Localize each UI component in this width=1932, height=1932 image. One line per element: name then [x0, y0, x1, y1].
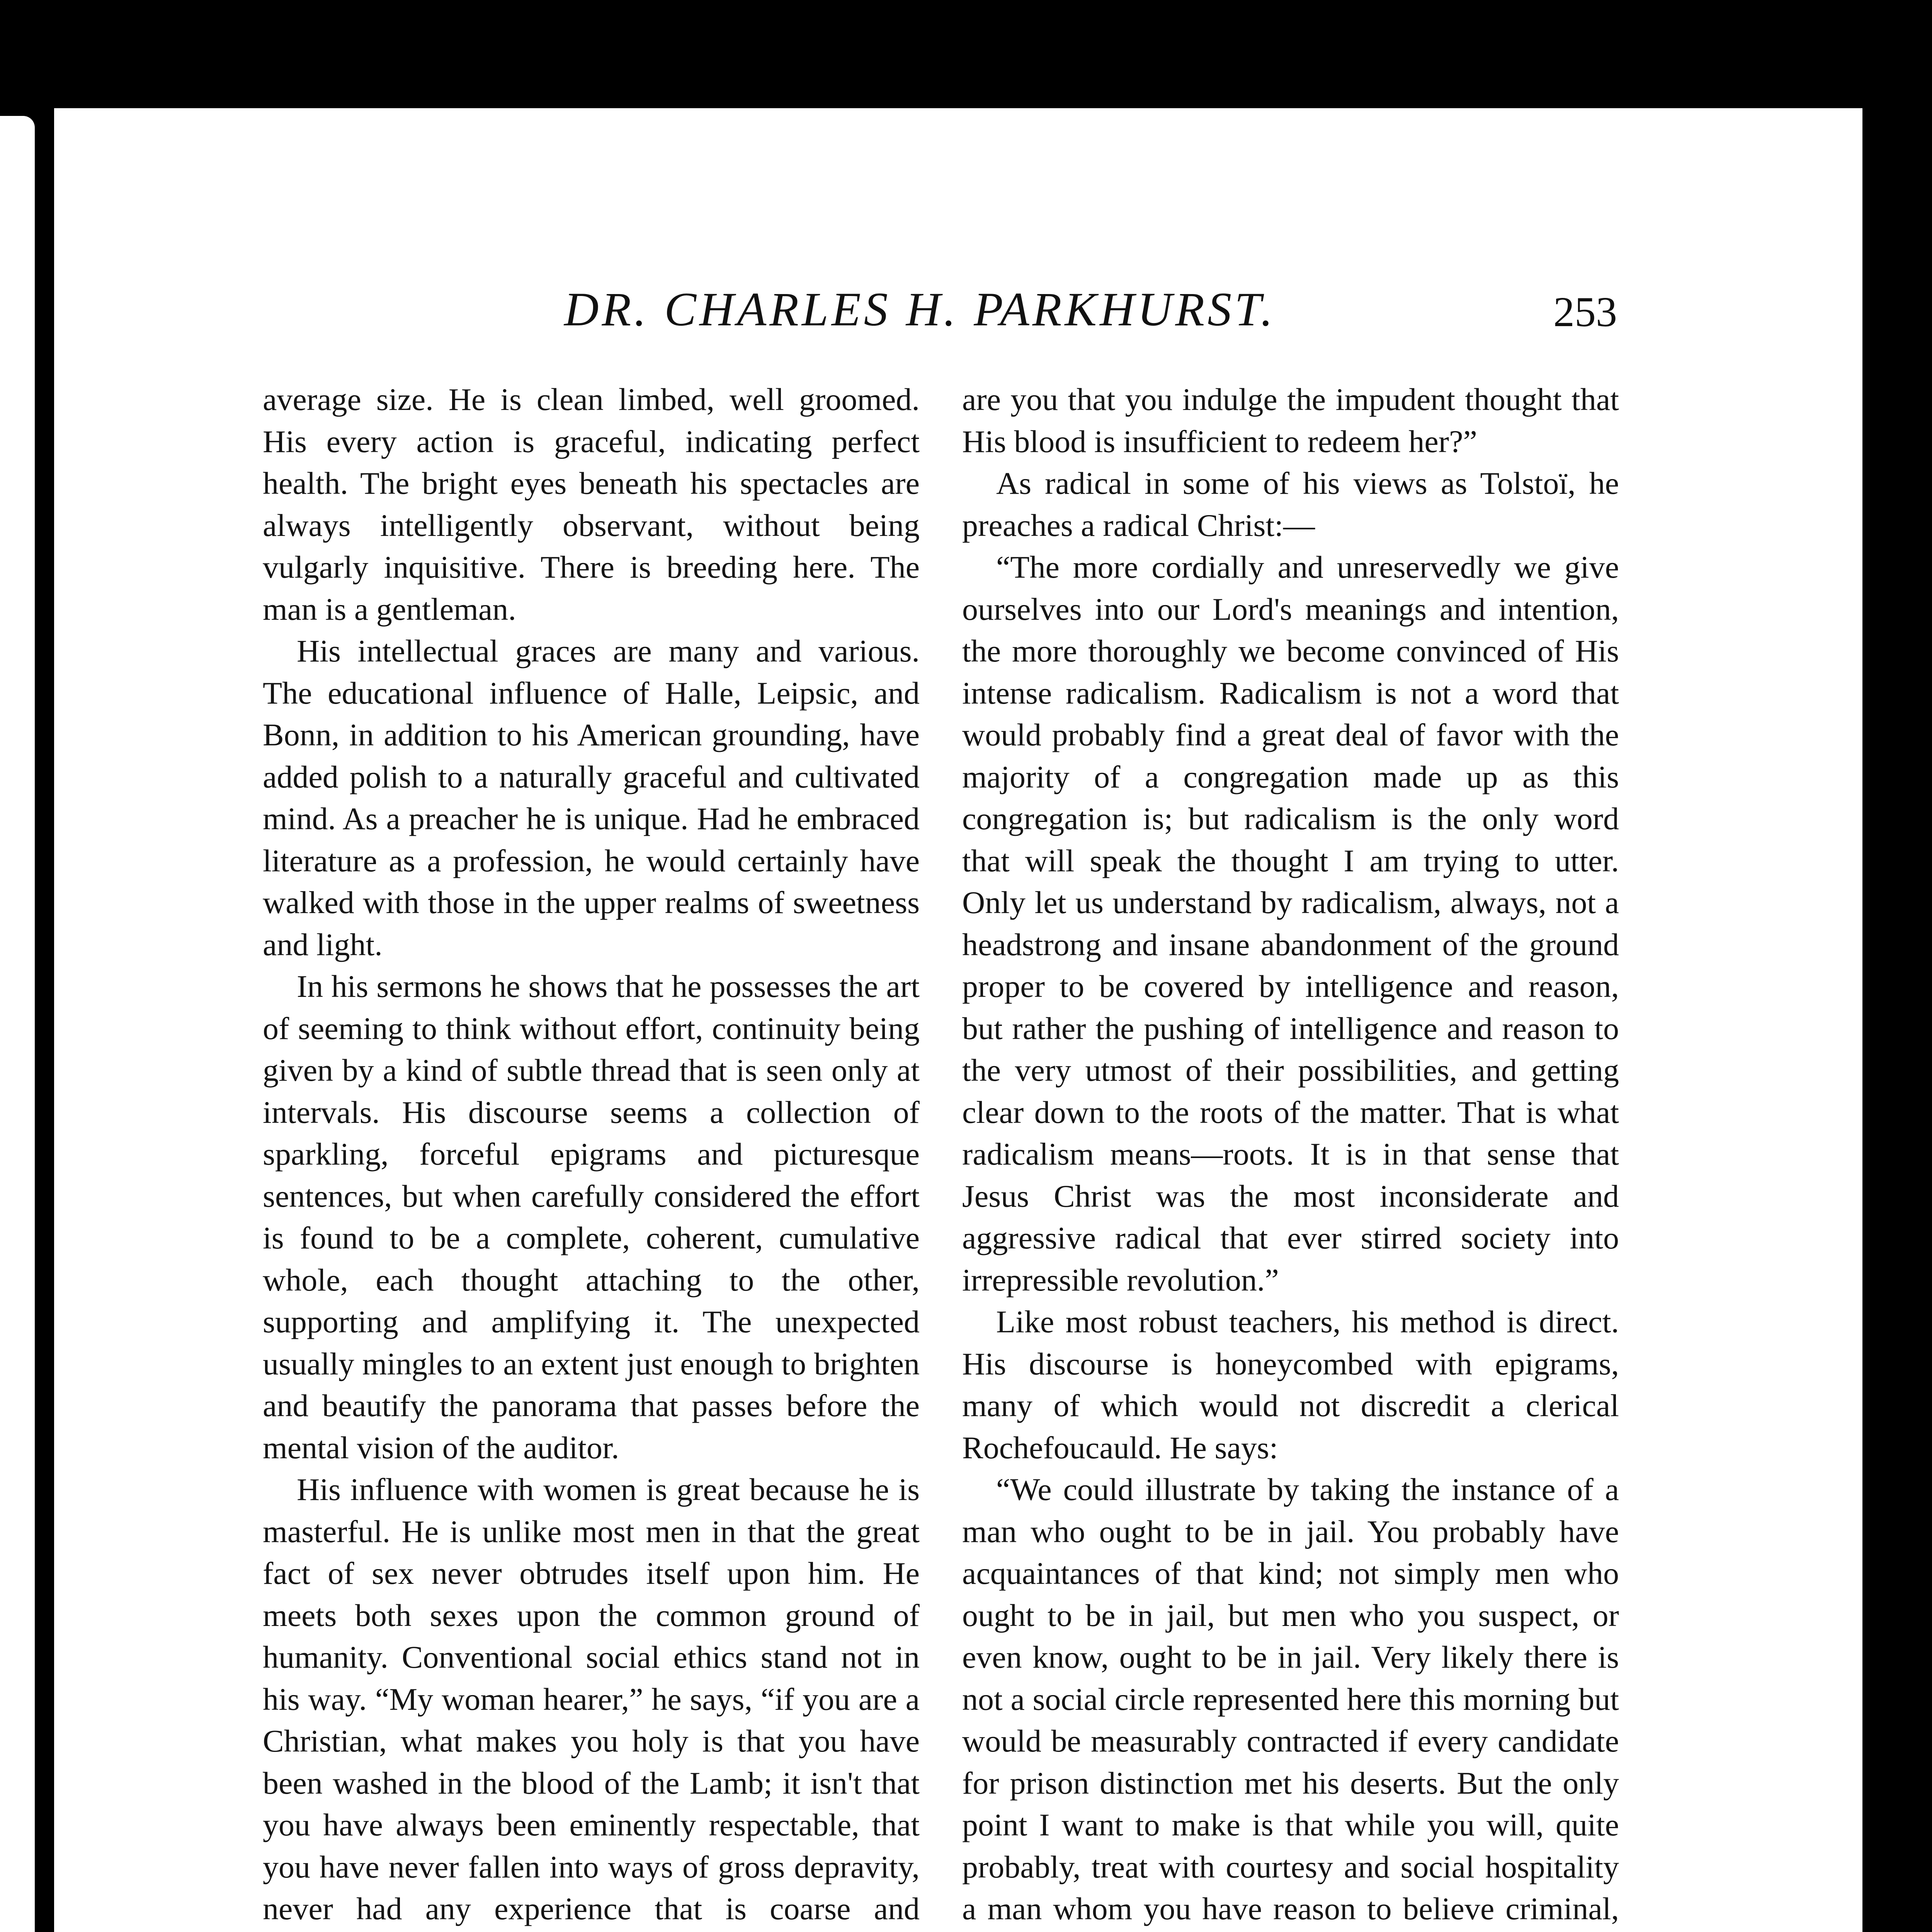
paragraph: As radical in some of his views as Tolstoï, he preaches a radical Christ:—: [962, 466, 1619, 543]
quote-paragraph: “The more cordially and unreservedly we give ourselves into our Lord's meanings and intention, the more thoroughly we become convinced of His intense radicalism. Radicalism is not a word that would probably find a great deal of favor with the majority of a congregation made up as this congregation is; but radicalism is the only word that will speak the thought I am trying to utter. Only let us understand by radicalism, always, not a headstrong and insane abandonment of the ground proper to be covered by intelligence and reason, but rather the pushing of intelligence and reason to the very utmost of their possibilities, and getting clear down to the roots of the matter. That is what radicalism means—roots. It is in that sense that Jesus Christ was the most inconsiderate and aggressive radical that ever stirred society into irrepressible revolution.”: [962, 549, 1619, 1298]
book-page: [54, 108, 1862, 1932]
paragraph: His intellectual graces are many and various. The educational influence of Halle, Leipsic, and Bonn, in addition to his American grounding, have added polish to a naturally graceful and cultivated mind. As a preacher he is unique. Had he embraced literature as a profession, he would certainly have walked with those in the upper realms of sweetness and light.: [263, 633, 920, 962]
left-column: [263, 379, 920, 1932]
paragraph: In his sermons he shows that he possesses the art of seeming to think without effort, continuity being given by a kind of subtle thread that is seen only at intervals. His discourse seems a collection of sparkling, forceful epigrams and picturesque sentences, but when carefully considered the effort is found to be a complete, coherent, cumulative whole, each thought attaching to the other, supporting and amplifying it. The unexpected usually mingles to an extent just enough to brighten and beautify the panorama that passes before the mental vision of the auditor.: [263, 969, 920, 1465]
paragraph: are you that you indulge the impudent thought that His blood is insufficient to redeem her?”: [962, 382, 1619, 459]
page-header: [54, 282, 1862, 359]
running-title: DR. CHARLES H. PARKHURST.: [564, 283, 1276, 336]
quote-paragraph: “We could illustrate by taking the instance of a man who ought to be in jail. You probably have acquaintances of that kind; not simply men who ought to be in jail, but men who you suspect, or even know, ought to be in jail. Very likely there is not a social circle represented here this morning but would be measurably contracted if every candidate for prison distinction met his deserts. But the only point I want to make is that while you will, quite probably, treat with courtesy and social hospitality a man whom you have reason to believe criminal,: [962, 1472, 1619, 1926]
paragraph: average size. He is clean limbed, well groomed. His every action is graceful, indicating perfect health. The bright eyes beneath his spectacles are always intelligently observant, without being vulgarly inquisitive. There is breeding here. The man is a gentleman.: [263, 382, 920, 627]
right-column: [962, 379, 1619, 1932]
paragraph: Like most robust teachers, his method is direct. His discourse is honeycombed with epigrams, many of which would not discredit a clerical Rochefoucauld. He says:: [962, 1304, 1619, 1465]
adjacent-page-edge: [0, 116, 35, 1932]
paragraph: His influence with women is great because he is masterful. He is unlike most men in that the great fact of sex never obtrudes itself upon him. He meets both sexes upon the common ground of humanity. Conventional social ethics stand not in his way. “My woman hearer,” he says, “if you are a Christian, what makes you holy is that you have been washed in the blood of the Lamb; it isn't that you have always been eminently respectable, that you have never fallen into ways of gross depravity, never had any experience that is coarse and: [263, 1472, 920, 1926]
page-number: 253: [1553, 288, 1617, 335]
